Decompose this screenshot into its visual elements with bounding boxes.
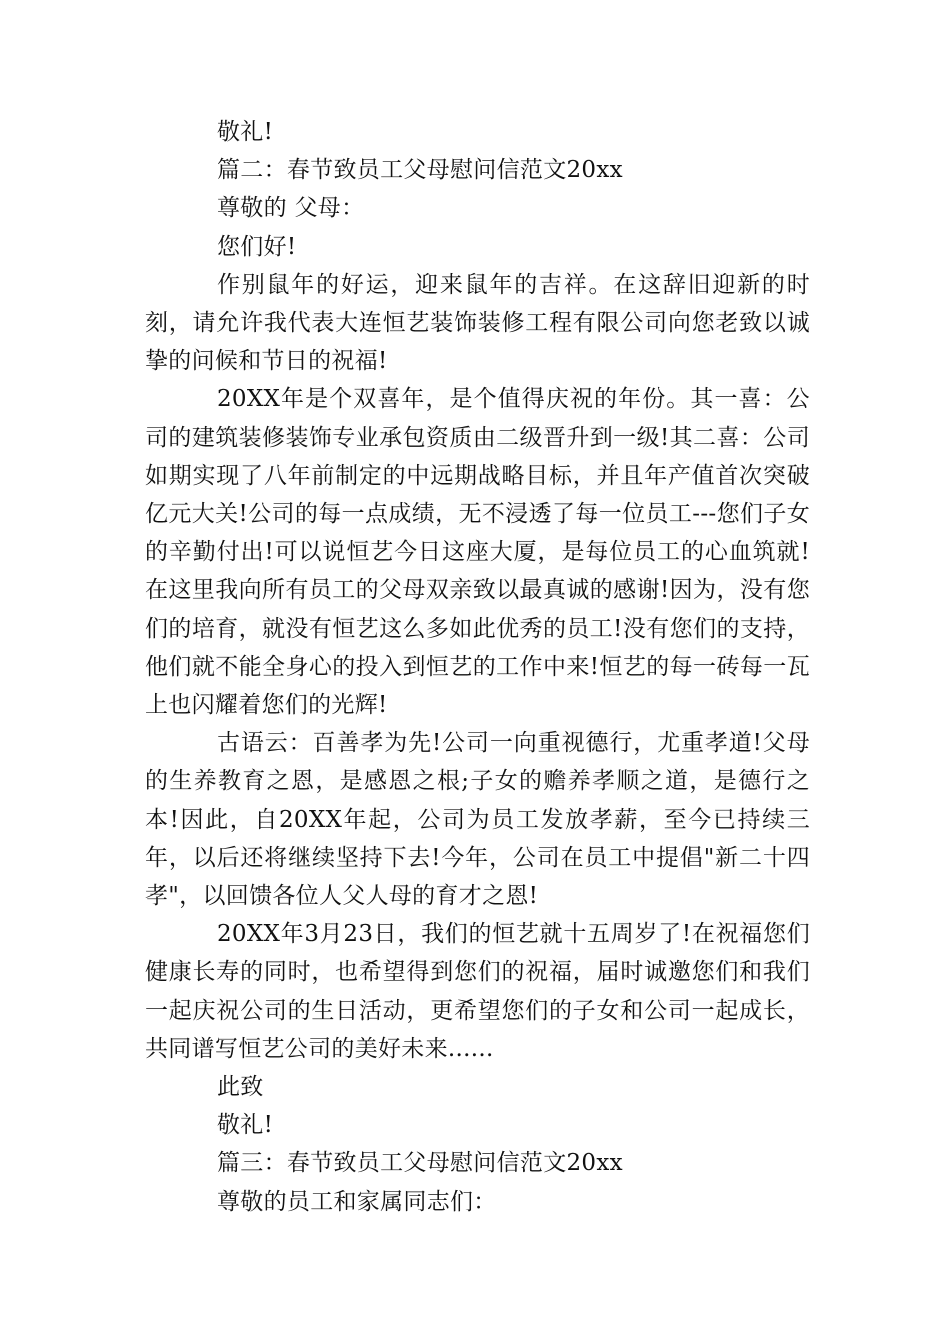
closing-salute-2: 敬礼!	[217, 1112, 274, 1139]
closing-phrase: 此致	[217, 1074, 264, 1101]
letter-salutation: 尊敬的 父母：	[217, 195, 365, 222]
paragraph-double-happiness: 20XX年是个双喜年，是个值得庆祝的年份。其一喜：公司的建筑装修装饰专业承包资质由二级晋升到一级!其二喜：公司如期实现了八年前制定的中远期战略目标，并且年产值首次突破亿元大关!公司的每一点成绩，无不浸透了每一位员工---您们子女的辛勤付出!可以说恒艺今日这座大厦，是每位员工的心血筑就!在这里我向所有员工的父母双亲致以最真诚的感谢!因为，没有您们的培育，就没有恒艺这么多如此优秀的员工!没有您们的支持，他们就不能全身心的投入到恒艺的工作中来!恒艺的每一砖每一瓦上也闪耀着您们的光辉!	[145, 386, 810, 719]
section-heading-part-three: 篇三：春节致员工父母慰问信范文20xx	[217, 1150, 623, 1177]
paragraph-filial-piety: 古语云：百善孝为先!公司一向重视德行，尤重孝道!父母的生养教育之恩，是感恩之根;子女的赡养孝顺之道，是德行之本!因此，自20XX年起，公司为员工发放孝薪，至今已持续三年，以后还将继续坚持下去!今年，公司在员工中提倡"新二十四孝"，以回馈各位人父人母的育才之恩!	[145, 730, 810, 910]
closing-salute: 敬礼!	[217, 119, 274, 145]
letter-salutation-2: 尊敬的员工和家属同志们：	[217, 1188, 497, 1215]
letter-greeting: 您们好!	[217, 233, 297, 260]
paragraph-anniversary: 20XX年3月23日，我们的恒艺就十五周岁了!在祝福您们健康长寿的同时，也希望得到您们的祝福，届时诚邀您们和我们一起庆祝公司的生日活动，更希望您们的子女和公司一起成长，共同谱写恒艺公司的美好未来......	[145, 921, 810, 1062]
paragraph-new-year-wishes: 作别鼠年的好运，迎来鼠年的吉祥。在这辞旧迎新的时刻，请允许我代表大连恒艺装饰装修工程有限公司向您老致以诚挚的问候和节日的祝福!	[145, 271, 810, 375]
document-body	[145, 113, 810, 1221]
section-heading-part-two: 篇二：春节致员工父母慰问信范文20xx	[217, 157, 623, 184]
